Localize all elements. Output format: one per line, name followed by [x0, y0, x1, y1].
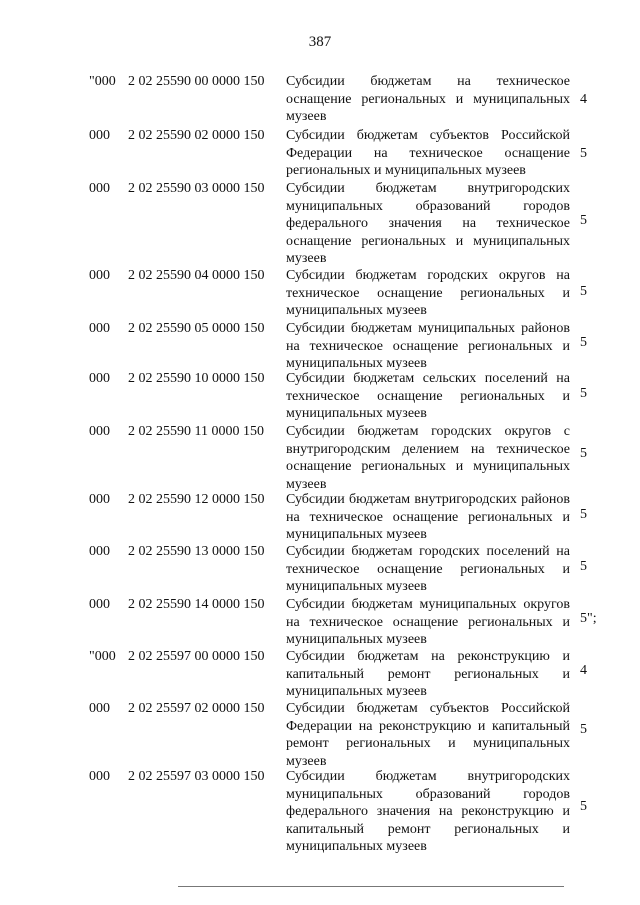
- group-code: 000: [89, 268, 110, 283]
- budget-classification-code: 2 02 25590 04 0000 150: [128, 268, 265, 283]
- budget-classification-code: 2 02 25590 00 0000 150: [128, 74, 265, 89]
- income-description: Субсидии бюджетам городских поселений на техническое оснащение региональных и муниципальных музеев: [286, 544, 570, 594]
- group-code: 000: [89, 769, 110, 784]
- income-description: Субсидии бюджетам городских округов на техническое оснащение региональных и муниципальных музеев: [286, 268, 570, 318]
- income-description: Субсидии бюджетам муниципальных районов на техническое оснащение региональных и муниципальных музеев: [286, 321, 570, 371]
- income-description: Субсидии бюджетам внутригородских районов на техническое оснащение региональных и муниципальных музеев: [286, 492, 570, 542]
- level-value: 5: [580, 284, 587, 299]
- budget-classification-code: 2 02 25590 12 0000 150: [128, 492, 265, 507]
- group-code: "000: [89, 74, 116, 89]
- level-value: 5: [580, 213, 587, 228]
- budget-classification-code: 2 02 25590 11 0000 150: [128, 424, 264, 439]
- income-description: Субсидии бюджетам внутригородских муниципальных образований городов федерального значения на техническое оснащение региональных и муниципальных музеев: [286, 181, 570, 266]
- income-description: Субсидии бюджетам субъектов Российской Федерации на техническое оснащение региональных и муниципальных музеев: [286, 128, 570, 178]
- group-code: 000: [89, 544, 110, 559]
- group-code: 000: [89, 321, 110, 336]
- group-code: 000: [89, 424, 110, 439]
- group-code: 000: [89, 371, 110, 386]
- level-value: 4: [580, 92, 587, 107]
- income-description: Субсидии бюджетам городских округов с внутригородским делением на техническое оснащение региональных и муниципальных музеев: [286, 424, 570, 492]
- income-description: Субсидии бюджетам муниципальных округов на техническое оснащение региональных и муниципальных музеев: [286, 597, 570, 647]
- group-code: 000: [89, 181, 110, 196]
- level-value: 5: [580, 446, 587, 461]
- level-value: 4: [580, 663, 587, 678]
- group-code: 000: [89, 597, 110, 612]
- level-value: 5: [580, 799, 587, 814]
- budget-classification-code: 2 02 25590 03 0000 150: [128, 181, 265, 196]
- group-code: "000: [89, 649, 116, 664]
- budget-classification-code: 2 02 25590 14 0000 150: [128, 597, 265, 612]
- budget-classification-code: 2 02 25590 02 0000 150: [128, 128, 265, 143]
- level-value: 5: [580, 559, 587, 574]
- level-value: 5: [580, 507, 587, 522]
- budget-classification-code: 2 02 25597 03 0000 150: [128, 769, 265, 784]
- budget-classification-code: 2 02 25597 02 0000 150: [128, 701, 265, 716]
- budget-classification-code: 2 02 25590 13 0000 150: [128, 544, 265, 559]
- group-code: 000: [89, 128, 110, 143]
- level-value: 5: [580, 146, 587, 161]
- income-description: Субсидии бюджетам субъектов Российской Федерации на реконструкцию и капитальный ремонт региональных и муниципальных музеев: [286, 701, 570, 769]
- group-code: 000: [89, 492, 110, 507]
- level-value: 5: [580, 722, 587, 737]
- income-description: Субсидии бюджетам на техническое оснащение региональных и муниципальных музеев: [286, 74, 570, 124]
- income-description: Субсидии бюджетам сельских поселений на техническое оснащение региональных и муниципальных музеев: [286, 371, 570, 421]
- page-number: 387: [308, 34, 332, 50]
- budget-classification-code: 2 02 25590 10 0000 150: [128, 371, 265, 386]
- level-value: 5";: [580, 611, 597, 626]
- level-value: 5: [580, 386, 587, 401]
- income-description: Субсидии бюджетам внутригородских муниципальных образований городов федерального значения на реконструкцию и капитальный ремонт региональных и муниципальных музеев: [286, 769, 570, 854]
- budget-classification-code: 2 02 25590 05 0000 150: [128, 321, 265, 336]
- budget-classification-code: 2 02 25597 00 0000 150: [128, 649, 265, 664]
- level-value: 5: [580, 335, 587, 350]
- group-code: 000: [89, 701, 110, 716]
- income-description: Субсидии бюджетам на реконструкцию и капитальный ремонт региональных и муниципальных музеев: [286, 649, 570, 699]
- bottom-rule: [178, 886, 564, 887]
